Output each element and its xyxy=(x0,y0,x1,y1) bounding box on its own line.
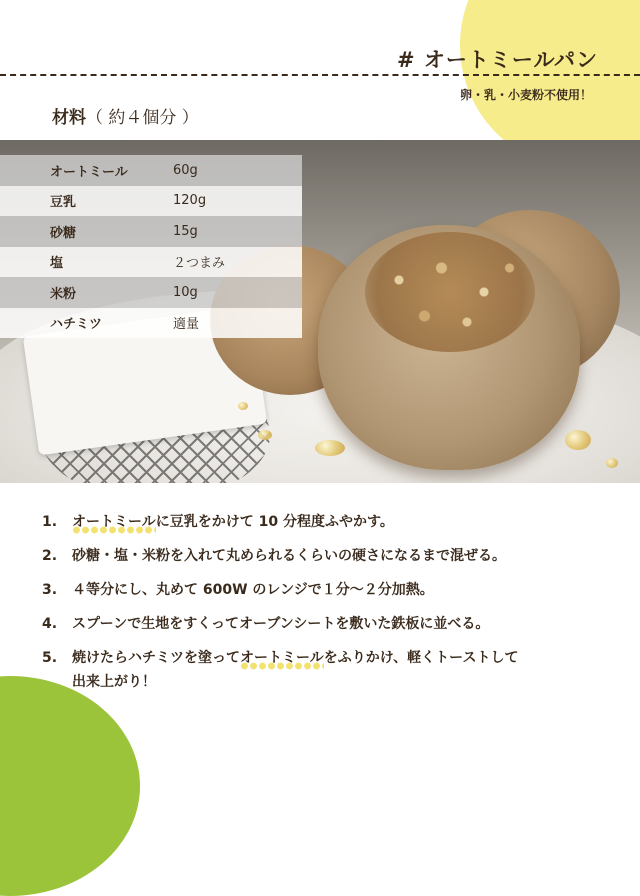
honey-drop xyxy=(315,440,345,456)
ingredient-name: 塩 xyxy=(50,256,64,272)
page-subtitle: 卵・乳・小麦粉不使用！ xyxy=(459,88,592,102)
ingredient-row xyxy=(0,277,302,308)
ingredient-quantity: ２つまみ xyxy=(173,256,226,272)
step-text-body: に豆乳をかけて 10 分程度ふやかす。 xyxy=(155,514,394,530)
step-text xyxy=(72,512,612,532)
page-title: # オートミールパン xyxy=(396,48,598,72)
serving-size: （ 約４個分 ） xyxy=(86,108,199,128)
step-text xyxy=(72,648,612,668)
step-1 xyxy=(42,512,612,532)
highlighted-term: オートミール xyxy=(240,650,324,670)
step-text-post: をふりかけ、軽くトーストして xyxy=(323,650,519,666)
honey-drop xyxy=(565,430,591,450)
step-5-continuation: 出来上がり！ xyxy=(72,674,156,690)
ingredient-quantity: 60g xyxy=(173,162,198,178)
step-number: 5. xyxy=(42,650,58,666)
oat-topping xyxy=(365,232,535,352)
step-3 xyxy=(42,580,612,600)
step-number: 2. xyxy=(42,548,58,564)
ingredient-row xyxy=(0,247,302,278)
step-text: スプーンで生地をすくってオーブンシートを敷いた鉄板に並べる。 xyxy=(72,616,490,632)
ingredient-row xyxy=(0,216,302,247)
title-divider xyxy=(0,74,640,76)
ingredient-quantity: 10g xyxy=(173,284,198,300)
ingredient-name: 豆乳 xyxy=(50,195,77,211)
step-2 xyxy=(42,546,612,566)
step-number: 4. xyxy=(42,616,58,632)
step-text: 砂糖・塩・米粉を入れて丸められるくらいの硬さになるまで混ぜる。 xyxy=(72,548,506,564)
step-number: 3. xyxy=(42,582,58,598)
honey-drop xyxy=(606,458,618,468)
step-4 xyxy=(42,614,612,634)
ingredient-name: 砂糖 xyxy=(50,225,77,241)
honey-drop xyxy=(238,402,248,410)
instruction-steps xyxy=(42,512,612,691)
ingredient-quantity: 適量 xyxy=(173,317,200,333)
ingredient-row xyxy=(0,155,302,186)
step-number: 1. xyxy=(42,514,58,530)
ingredients-table xyxy=(0,155,302,338)
ingredient-row xyxy=(0,186,302,217)
step-text-pre: 焼けたらハチミツを塗って xyxy=(72,650,240,666)
honey-drop xyxy=(258,430,272,440)
step-text: ４等分にし、丸めて 600W のレンジで１分〜２分加熱。 xyxy=(72,582,434,598)
ingredient-name: 米粉 xyxy=(50,286,77,302)
decorative-green-circle xyxy=(0,676,140,896)
ingredients-heading-label: 材料 xyxy=(52,108,86,128)
ingredient-name: オートミール xyxy=(50,164,128,180)
ingredient-name: ハチミツ xyxy=(50,317,103,333)
highlighted-term: オートミール xyxy=(72,514,156,534)
step-5 xyxy=(42,648,612,668)
ingredient-quantity: 120g xyxy=(173,193,207,209)
ingredients-heading xyxy=(52,103,199,128)
ingredient-row xyxy=(0,308,302,339)
ingredient-quantity: 15g xyxy=(173,223,198,239)
